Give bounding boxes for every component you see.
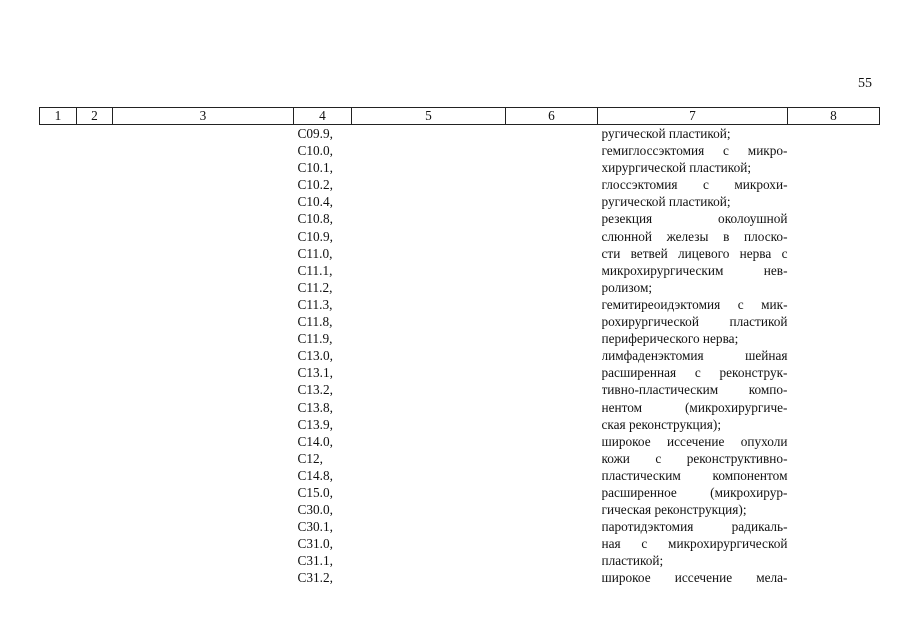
description-line-text: паротидэктомия радикаль-	[601, 519, 788, 535]
cell-col-3	[113, 125, 294, 587]
diagnosis-codes-cell	[294, 125, 352, 587]
description-line-text: расширенная с реконструк-	[601, 365, 788, 381]
description-line-text: гемиглоссэктомия с микро-	[601, 143, 788, 159]
column-header-4: 4	[294, 108, 352, 125]
description-line-text: кожи с реконструктивно-	[601, 450, 788, 466]
description-line	[602, 142, 788, 159]
icd-code: C10.9,	[297, 228, 333, 244]
icd-code: C13.2,	[297, 382, 333, 398]
icd-code: C10.4,	[297, 194, 333, 210]
icd-code: C11.2,	[297, 279, 333, 295]
cell-col-5	[352, 125, 506, 587]
description-line	[602, 228, 788, 245]
description-line-text: рохирургической пластикой	[601, 314, 788, 330]
icd-code: C13.9,	[297, 416, 333, 432]
description-line-text: широкое иссечение опухоли	[601, 433, 788, 449]
description-line	[602, 159, 788, 176]
description-line-text: периферического нерва;	[601, 331, 739, 347]
description-line-text: ругической пластикой;	[601, 126, 731, 141]
column-header-6: 6	[506, 108, 598, 125]
description-line-text: глоссэктомия с микрохи-	[601, 177, 788, 193]
column-header-1: 1	[40, 108, 77, 125]
description-line-text: хирургической пластикой;	[601, 160, 752, 176]
description-line	[602, 552, 788, 569]
column-header-3: 3	[113, 108, 294, 125]
description-line-text: ная с микрохирургической	[601, 536, 788, 552]
description-line-text: ская реконструкция);	[601, 416, 722, 432]
description-line-text: гемитиреоидэктомия с мик-	[601, 296, 788, 312]
description-line-text: расширенное (микрохирур-	[601, 484, 788, 500]
column-header-8: 8	[788, 108, 880, 125]
table-header-row	[40, 108, 880, 125]
column-header-5: 5	[352, 108, 506, 125]
description-line	[602, 193, 788, 210]
description-line	[602, 484, 788, 501]
description-line	[602, 569, 788, 586]
icd-code: C31.0,	[297, 536, 333, 552]
description-line	[602, 535, 788, 552]
description-line	[602, 467, 788, 484]
column-header-7: 7	[598, 108, 788, 125]
icd-code: C13.1,	[297, 365, 333, 381]
description-line-text: резекция околоушной	[601, 211, 788, 227]
description-line	[602, 125, 788, 142]
medical-procedures-table	[39, 107, 880, 587]
description-line	[602, 518, 788, 535]
description-line	[602, 416, 788, 433]
description-line	[602, 501, 788, 518]
cell-col-2	[77, 125, 113, 587]
description-line	[602, 210, 788, 227]
icd-code: C31.2,	[297, 570, 333, 586]
column-header-2: 2	[77, 108, 113, 125]
icd-code: C14.8,	[297, 467, 333, 483]
description-line	[602, 364, 788, 381]
description-line-text: слюнной железы в плоско-	[601, 228, 788, 244]
description-line-text: пластическим компонентом	[601, 467, 788, 483]
cell-col-8	[788, 125, 880, 587]
icd-code: C13.0,	[297, 348, 333, 364]
page-number: 55	[858, 76, 872, 91]
icd-code: C30.0,	[297, 502, 333, 518]
icd-code: C14.0,	[297, 433, 333, 449]
description-line-text: нентом (микрохирургиче-	[601, 399, 788, 415]
description-line	[602, 262, 788, 279]
description-line-text: широкое иссечение мела-	[601, 570, 788, 586]
description-line-text: тивно-пластическим компо-	[601, 382, 788, 398]
description-line-text: лимфаденэктомия шейная	[601, 348, 788, 364]
icd-code: C10.0,	[297, 143, 333, 159]
description-line	[602, 347, 788, 364]
icd-code: C11.9,	[297, 331, 333, 347]
icd-code: C12,	[297, 450, 323, 466]
icd-code: C10.8,	[297, 211, 333, 227]
icd-code: C11.1,	[297, 262, 333, 278]
icd-code: C09.9,	[297, 126, 333, 141]
description-line	[602, 330, 788, 347]
description-line-text: микрохирургическим нев-	[601, 262, 788, 278]
description-line	[602, 176, 788, 193]
cell-col-1	[40, 125, 77, 587]
icd-code: C10.2,	[297, 177, 333, 193]
description-line	[602, 381, 788, 398]
icd-code: C30.1,	[297, 519, 333, 535]
cell-col-6	[506, 125, 598, 587]
description-line	[602, 450, 788, 467]
icd-code: C10.1,	[297, 160, 333, 176]
description-line-text: ролизом;	[601, 279, 653, 295]
description-line-text: пластикой;	[601, 553, 664, 569]
icd-code: C15.0,	[297, 484, 333, 500]
table-row	[40, 125, 880, 587]
description-line-text: гическая реконструкция);	[601, 502, 747, 518]
description-line	[602, 279, 788, 296]
icd-code: C31.1,	[297, 553, 333, 569]
description-line	[602, 313, 788, 330]
description-line	[602, 296, 788, 313]
description-line-text: сти ветвей лицевого нерва с	[601, 245, 788, 261]
icd-code: C13.8,	[297, 399, 333, 415]
description-line-text: ругической пластикой;	[601, 194, 731, 210]
description-line	[602, 399, 788, 416]
description-line	[602, 245, 788, 262]
procedure-description-cell	[598, 125, 788, 587]
icd-code: C11.0,	[297, 245, 333, 261]
icd-code: C11.8,	[297, 314, 333, 330]
description-line	[602, 433, 788, 450]
icd-code: C11.3,	[297, 296, 333, 312]
